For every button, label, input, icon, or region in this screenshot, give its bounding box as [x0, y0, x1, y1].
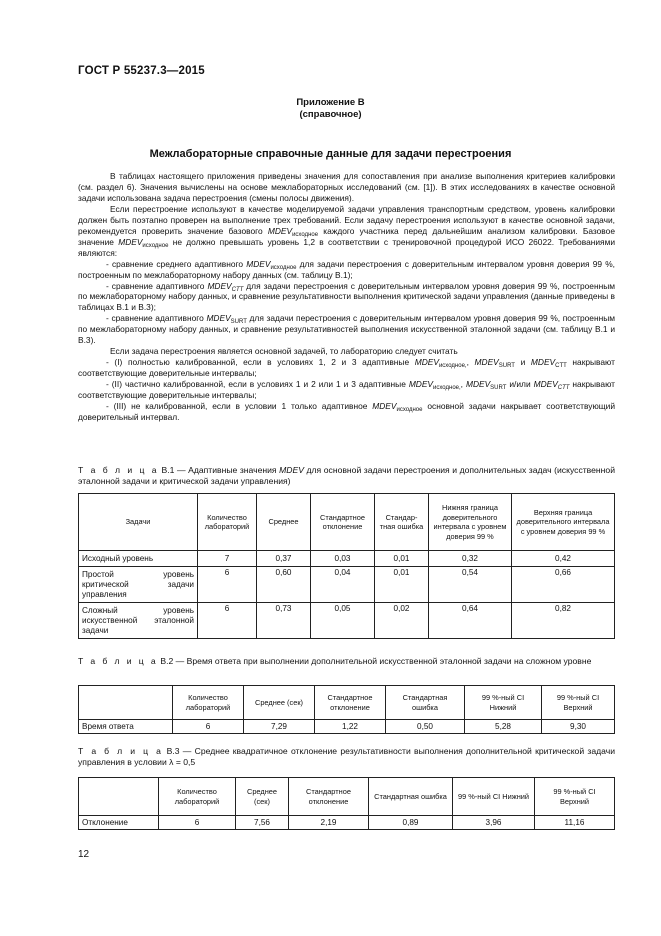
- table2-caption: Т а б л и ц а В.2 — Время ответа при выполнении дополнительной искусственной эталонной задачи на сложном уровне: [78, 656, 592, 666]
- table3-header: 99 %-ный CI Нижний: [453, 778, 535, 816]
- table-row: [79, 816, 615, 830]
- appendix-note: (справочное): [299, 109, 362, 120]
- criterion-1: - (I) полностью калиброванной, если в условиях 1, 2 и 3 адаптивные $MDEV_{исходное,}$, $MDEV_{SURT}$ и $MDEV_{CTT}$ накрывают соответствующие доверительные интервалы;: [78, 357, 615, 379]
- table3-cell: 0,89: [369, 816, 453, 830]
- table1-cell: 0,04: [311, 567, 375, 603]
- table1-header: Нижняя граница доверительного интервала с уровнем доверия 99 %: [429, 494, 512, 551]
- table3-header: Среднее (сек): [236, 778, 289, 816]
- paragraph-lab-status: Если задача перестроения является основной задачей, то лабораторию следует считать: [110, 346, 458, 357]
- table1-cell: 0,01: [375, 567, 429, 603]
- table1-cell: 0,54: [429, 567, 512, 603]
- table-row: [79, 720, 615, 734]
- body-text: [78, 171, 615, 423]
- table3-cell: 2,19: [289, 816, 369, 830]
- bullet-3: - сравнение адаптивного $MDEV_{SURT}$ для задачи перестроения с доверительным интервалом уровня доверия 99 %, построенным по межлабораторному набору данных, и сравнение результативностей выполнения искусственной эталонной задачи (см. таблицу В.1 и В.3).: [78, 313, 615, 346]
- table3-header: [79, 778, 159, 816]
- bullet-1: - сравнение среднего адаптивного $MDEV_{исходное}$ для задачи перестроения с доверительным интервалом уровня доверия 99 %, построенным по межлабораторному набору данных (см. таблицу В.1);: [78, 258, 615, 280]
- table3-cell: 3,96: [453, 816, 535, 830]
- table3-caption: Т а б л и ц а В.3 — Среднее квадратичное отклонение результативности выполнения дополнительной критической задачи управления в условии λ = 0,5: [78, 746, 616, 767]
- table2-header: 99 %-ный CI Нижний: [465, 686, 542, 720]
- table1-cell: 0,01: [375, 551, 429, 567]
- table2-header: Среднее (сек): [244, 686, 315, 720]
- table1-cell: 6: [198, 603, 257, 639]
- table1-cell: 7: [198, 551, 257, 567]
- criterion-2: - (II) частично калиброванной, если в условиях 1 и 2 или 1 и 3 адаптивные $MDEV_{исходное,}$, $MDEV_{SURT}$ и/или $MDEV_{CTT}$ накрывают соответствующие доверительные интервалы;: [78, 379, 616, 401]
- table2-cell: 1,22: [315, 720, 386, 734]
- table2-cell: 9,30: [542, 720, 615, 734]
- table3-header: Стандартная ошибка: [369, 778, 453, 816]
- page-number: 12: [78, 849, 90, 860]
- table1-cell: 0,73: [257, 603, 311, 639]
- appendix-label: Приложение В: [296, 97, 365, 108]
- table1-cell: 0,02: [375, 603, 429, 639]
- table2-cell: 6: [173, 720, 244, 734]
- table3-cell: 7,56: [236, 816, 289, 830]
- table1-header: Среднее: [257, 494, 311, 551]
- document-header: ГОСТ Р 55237.3—2015: [78, 65, 205, 77]
- table3: [78, 777, 615, 830]
- table1-cell: 0,05: [311, 603, 375, 639]
- table2-cell: Время ответа: [79, 720, 173, 734]
- table1-cell: 0,82: [512, 603, 615, 639]
- table2-header: Стандартное отклонение: [315, 686, 386, 720]
- table1-cell: 0,03: [311, 551, 375, 567]
- table2-cell: 0,50: [386, 720, 465, 734]
- table1-cell: 0,42: [512, 551, 615, 567]
- table1-cell: 0,66: [512, 567, 615, 603]
- section-title: Межлабораторные справочные данные для задачи перестроения: [149, 148, 512, 160]
- table2: [78, 685, 615, 734]
- table-row: [79, 551, 615, 567]
- table3-header: Количество лабораторий: [159, 778, 236, 816]
- table1: [78, 493, 615, 639]
- table1-cell: 0,37: [257, 551, 311, 567]
- table3-cell: 11,16: [535, 816, 615, 830]
- table1-header: Верхняя граница доверительного интервала с уровнем доверия 99 %: [512, 494, 615, 551]
- table1-header: Стандар-тная ошибка: [375, 494, 429, 551]
- table2-header: 99 %-ный CI Верхний: [542, 686, 615, 720]
- table3-header: Стандартное отклонение: [289, 778, 369, 816]
- table1-header: Количество лабораторий: [198, 494, 257, 551]
- table1-header: Стандартное отклонение: [311, 494, 375, 551]
- table2-header: Количество лабораторий: [173, 686, 244, 720]
- table1-cell: Исходный уровень: [79, 551, 198, 567]
- table3-cell: 6: [159, 816, 236, 830]
- table1-cell: Сложный уровень искусственной эталонной задачи: [79, 603, 198, 639]
- table1-cell: Простой уровень критической задачи управления: [79, 567, 198, 603]
- table1-cell: 0,60: [257, 567, 311, 603]
- table1-caption: Т а б л и ц а В.1 — Адаптивные значения MDEV для основной задачи перестроения и дополнительных задач (искусственной эталонной задачи и критической задачи управления): [78, 465, 615, 486]
- table1-header: Задачи: [79, 494, 198, 551]
- table1-cell: 0,32: [429, 551, 512, 567]
- table3-cell: Отклонение: [79, 816, 159, 830]
- bullet-2: - сравнение адаптивного $MDEV_{CTT}$ для задачи перестроения с доверительным интервалом уровня доверия 99 %, построенным по межлабораторному набору данных, и сравнение результативности выполнения критической задачи управления (данные приведены в таблицах В.1 и В.3);: [78, 280, 615, 313]
- table3-header: 99 %-ный CI Верхний: [535, 778, 615, 816]
- table-row: [79, 567, 615, 603]
- table2-cell: 7,29: [244, 720, 315, 734]
- table2-header: [79, 686, 173, 720]
- paragraph-requirements: Если перестроение используют в качестве моделируемой задачи управления транспортным средством, уровень калибровки должен быть поэтапно проверен на выполнение трех требований. Если задачу перестроения используют в качестве основной задачи, рекомендуется проверить значение базового $MDEV_{исходное}$ каждого участника перед дальнейшим анализом калибровки. Базовое значение $MDEV_{исходное}$ не должно превышать уровень 1,2 в соответствии с тренировочной процедурой ИСО 26022. Требованиями являются:: [78, 203, 616, 258]
- criterion-3: - (III) не калиброванной, если в условии 1 только адаптивное $MDEV_{исходное}$ основной задачи накрывает соответствующий доверительный интервал.: [78, 401, 615, 422]
- table2-header: Стандартная ошибка: [386, 686, 465, 720]
- table2-cell: 5,28: [465, 720, 542, 734]
- table1-cell: 6: [198, 567, 257, 603]
- table1-cell: 0,64: [429, 603, 512, 639]
- table-row: [79, 603, 615, 639]
- paragraph-intro: В таблицах настоящего приложения приведены значения для сопоставления при анализе выполнения критериев калибровки (см. раздел 6). Значения вычислены на основе межлабораторных исследований (см. [1]). В этих исследованиях в качестве основной задачи использована задача перестроения (смены полосы движения).: [78, 171, 615, 203]
